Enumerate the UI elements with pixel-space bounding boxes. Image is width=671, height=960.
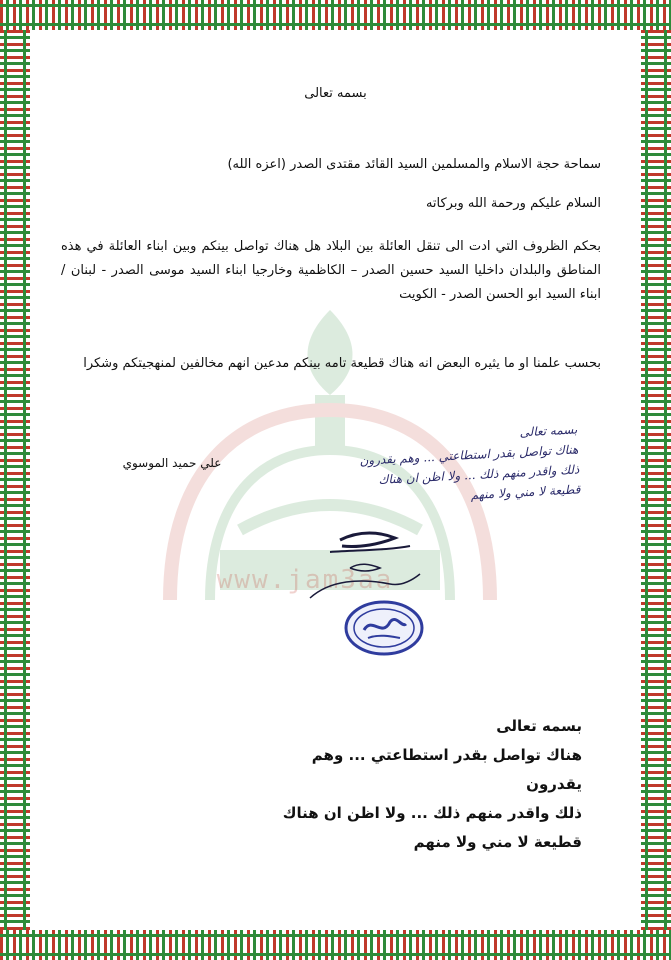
transcription-line: قطيعة لا مني ولا منهم [413,833,582,851]
bottom-border [0,930,671,960]
handwritten-line: قطيعة لا مني ولا منهم [470,482,581,503]
left-border [0,30,30,930]
right-border [641,30,671,930]
handwritten-signature [300,520,440,610]
handwritten-line: هناك تواصل بقدر استطاعتي ... وهم يقدرون [359,442,579,468]
transcription-line: ذلك واقدر منهم ذلك ... ولا اظن ان هناك [282,804,582,822]
transcription-line: بسمه تعالى [496,717,582,735]
top-border [0,0,671,30]
letter-body-paragraph-2: بحسب علمنا او ما يثيره البعض انه هناك قطيعة تامه بينكم مدعين انهم مخالفين لمنهجيتكم وشكرا [83,356,601,371]
handwritten-line: ذلك واقدر منهم ذلك ... ولا اظن ان هناك [378,462,580,487]
reply-transcription [262,712,582,857]
watermark-text: www.jam3aa [216,565,394,595]
handwritten-line: بسمه تعالى [519,422,578,440]
signer-name: علي حميد الموسوي [122,456,222,470]
letter-greeting: السلام عليكم ورحمة الله وبركاته [425,196,601,211]
letter-addressee: سماحة حجة الاسلام والمسلمين السيد القائد مقتدى الصدر (اعزه الله) [227,157,601,172]
transcription-line: هناك تواصل بقدر استطاعتي ... وهم يقدرون [311,746,582,793]
letter-body-paragraph-1: بحكم الظروف التي ادت الى تنقل العائلة بين البلاد هل هناك تواصل بينكم وبين ابناء العائلة في هذه المناطق والبلدان داخليا السيد حسين الصدر – الكاظمية وخارجيا ابناء السيد موسى الصدر - لبنان / ابناء السيد ابو الحسن الصدر - الكويت [61,239,601,302]
letter-basmala: بسمه تعالى [304,86,367,101]
handwritten-reply [247,419,581,516]
official-seal [342,598,426,658]
